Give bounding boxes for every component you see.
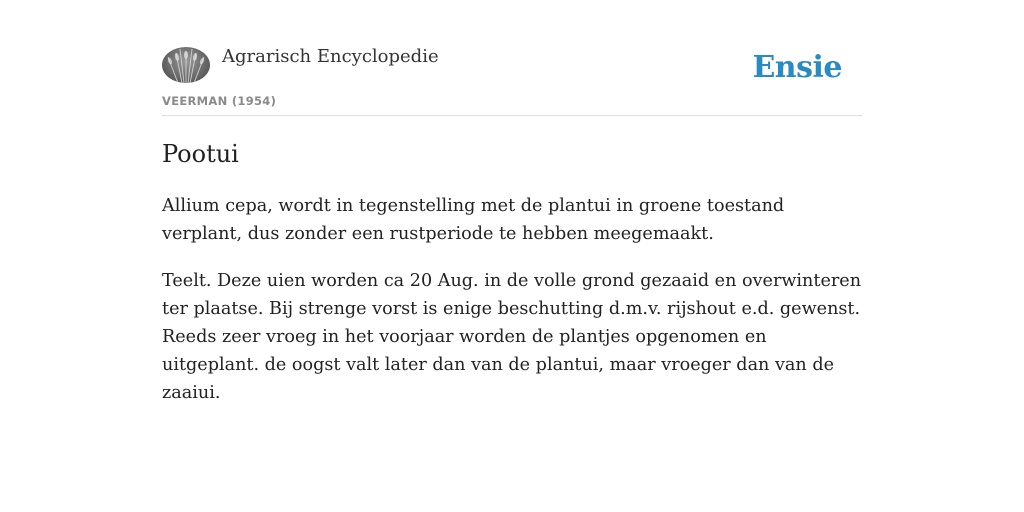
publication-title[interactable]: Agrarisch Encyclopedie xyxy=(222,46,439,67)
wheat-ears-icon[interactable] xyxy=(162,47,210,83)
article-page xyxy=(162,0,862,512)
article-paragraph-definition: Allium cepa, wordt in tegenstelling met de plantui in groene toestand verplant, dus zonder een rustperiode te hebben meegemaakt. xyxy=(162,196,785,244)
publication-source[interactable]: VEERMAN (1954) xyxy=(162,94,277,108)
publication-header xyxy=(162,0,862,116)
article-paragraph-cultivation: Teelt. Deze uien worden ca 20 Aug. in de volle grond gezaaid en overwinteren ter plaatse. Bij strenge vorst is enige beschutting d.m.v. rijshout e.d. gewenst. Reeds zeer vroeg in het voorjaar worden de plantjes opgenomen en uitgeplant. de oogst valt later dan van de plantui, maar vroeger dan van de zaaiui. xyxy=(162,271,862,403)
article-title: Pootui xyxy=(162,140,239,168)
brand-logo[interactable]: Ensie xyxy=(752,50,842,85)
